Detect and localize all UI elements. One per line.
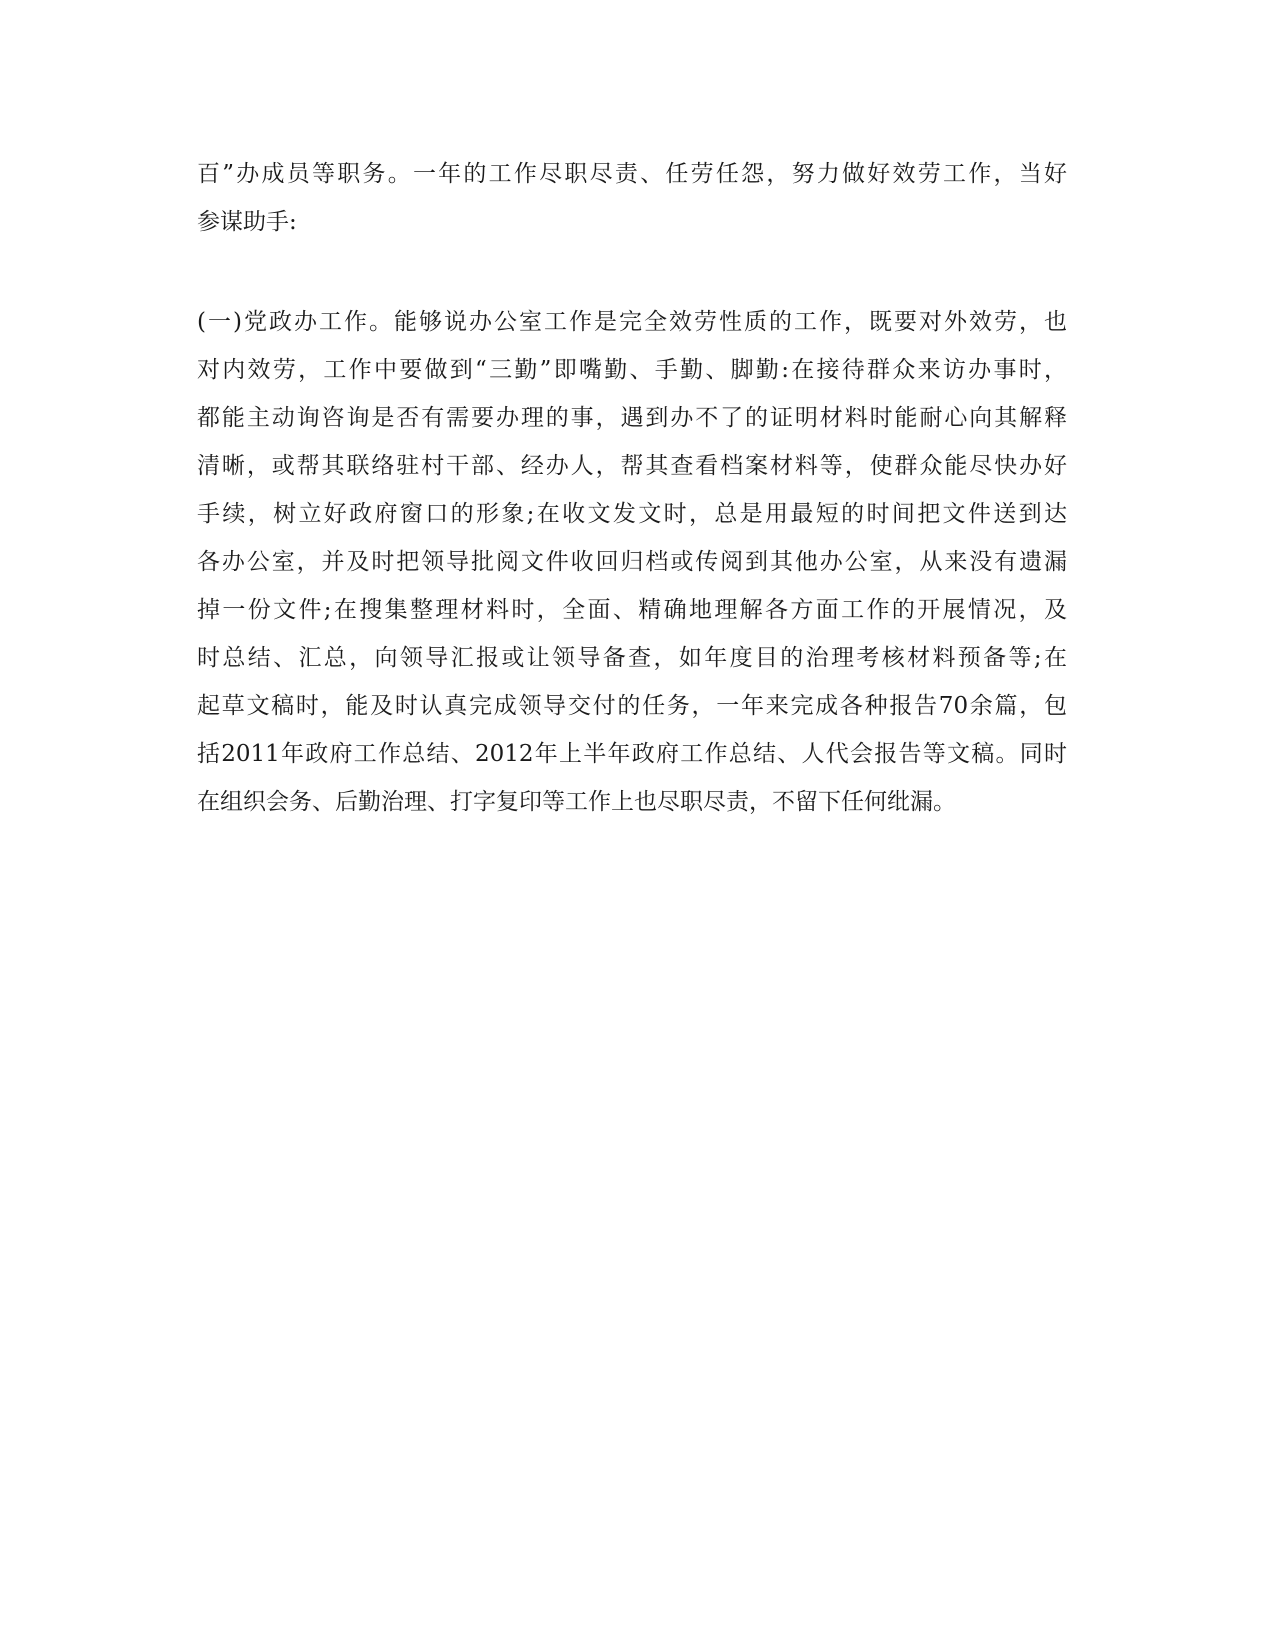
paragraph-line: 各办公室，并及时把领导批阅文件收回归档或传阅到其他办公室，从来没有遗漏 [197, 549, 1067, 575]
paragraph-line: 都能主动询咨询是否有需要办理的事，遇到办不了的证明材料时能耐心向其解释 [197, 405, 1067, 431]
paragraph-line: 时总结、汇总，向领导汇报或让领导备查，如年度目的治理考核材料预备等;在 [197, 645, 1067, 671]
paragraph-intro [197, 150, 1067, 246]
paragraph-line: 在组织会务、后勤治理、打字复印等工作上也尽职尽责，不留下任何纰漏。 [197, 789, 956, 815]
paragraph-line: 参谋助手: [197, 209, 297, 235]
paragraph-line: (一)党政办工作。能够说办公室工作是完全效劳性质的工作，既要对外效劳，也 [197, 309, 1067, 335]
paragraph-line: 括2011年政府工作总结、2012年上半年政府工作总结、人代会报告等文稿。同时 [197, 741, 1067, 767]
paragraph-line: 起草文稿时，能及时认真完成领导交付的任务，一年来完成各种报告70余篇，包 [197, 693, 1067, 719]
paragraph-line: 对内效劳，工作中要做到“三勤”即嘴勤、手勤、脚勤:在接待群众来访办事时， [197, 357, 1067, 383]
paragraph-line: 清晰，或帮其联络驻村干部、经办人，帮其查看档案材料等，使群众能尽快办好 [197, 453, 1067, 479]
paragraph-line: 百”办成员等职务。一年的工作尽职尽责、任劳任怨，努力做好效劳工作，当好 [197, 161, 1067, 187]
paragraph-line: 掉一份文件;在搜集整理材料时，全面、精确地理解各方面工作的开展情况，及 [197, 597, 1067, 623]
paragraph-party-office-work [197, 298, 1067, 826]
paragraph-line: 手续，树立好政府窗口的形象;在收文发文时，总是用最短的时间把文件送到达 [197, 501, 1067, 527]
